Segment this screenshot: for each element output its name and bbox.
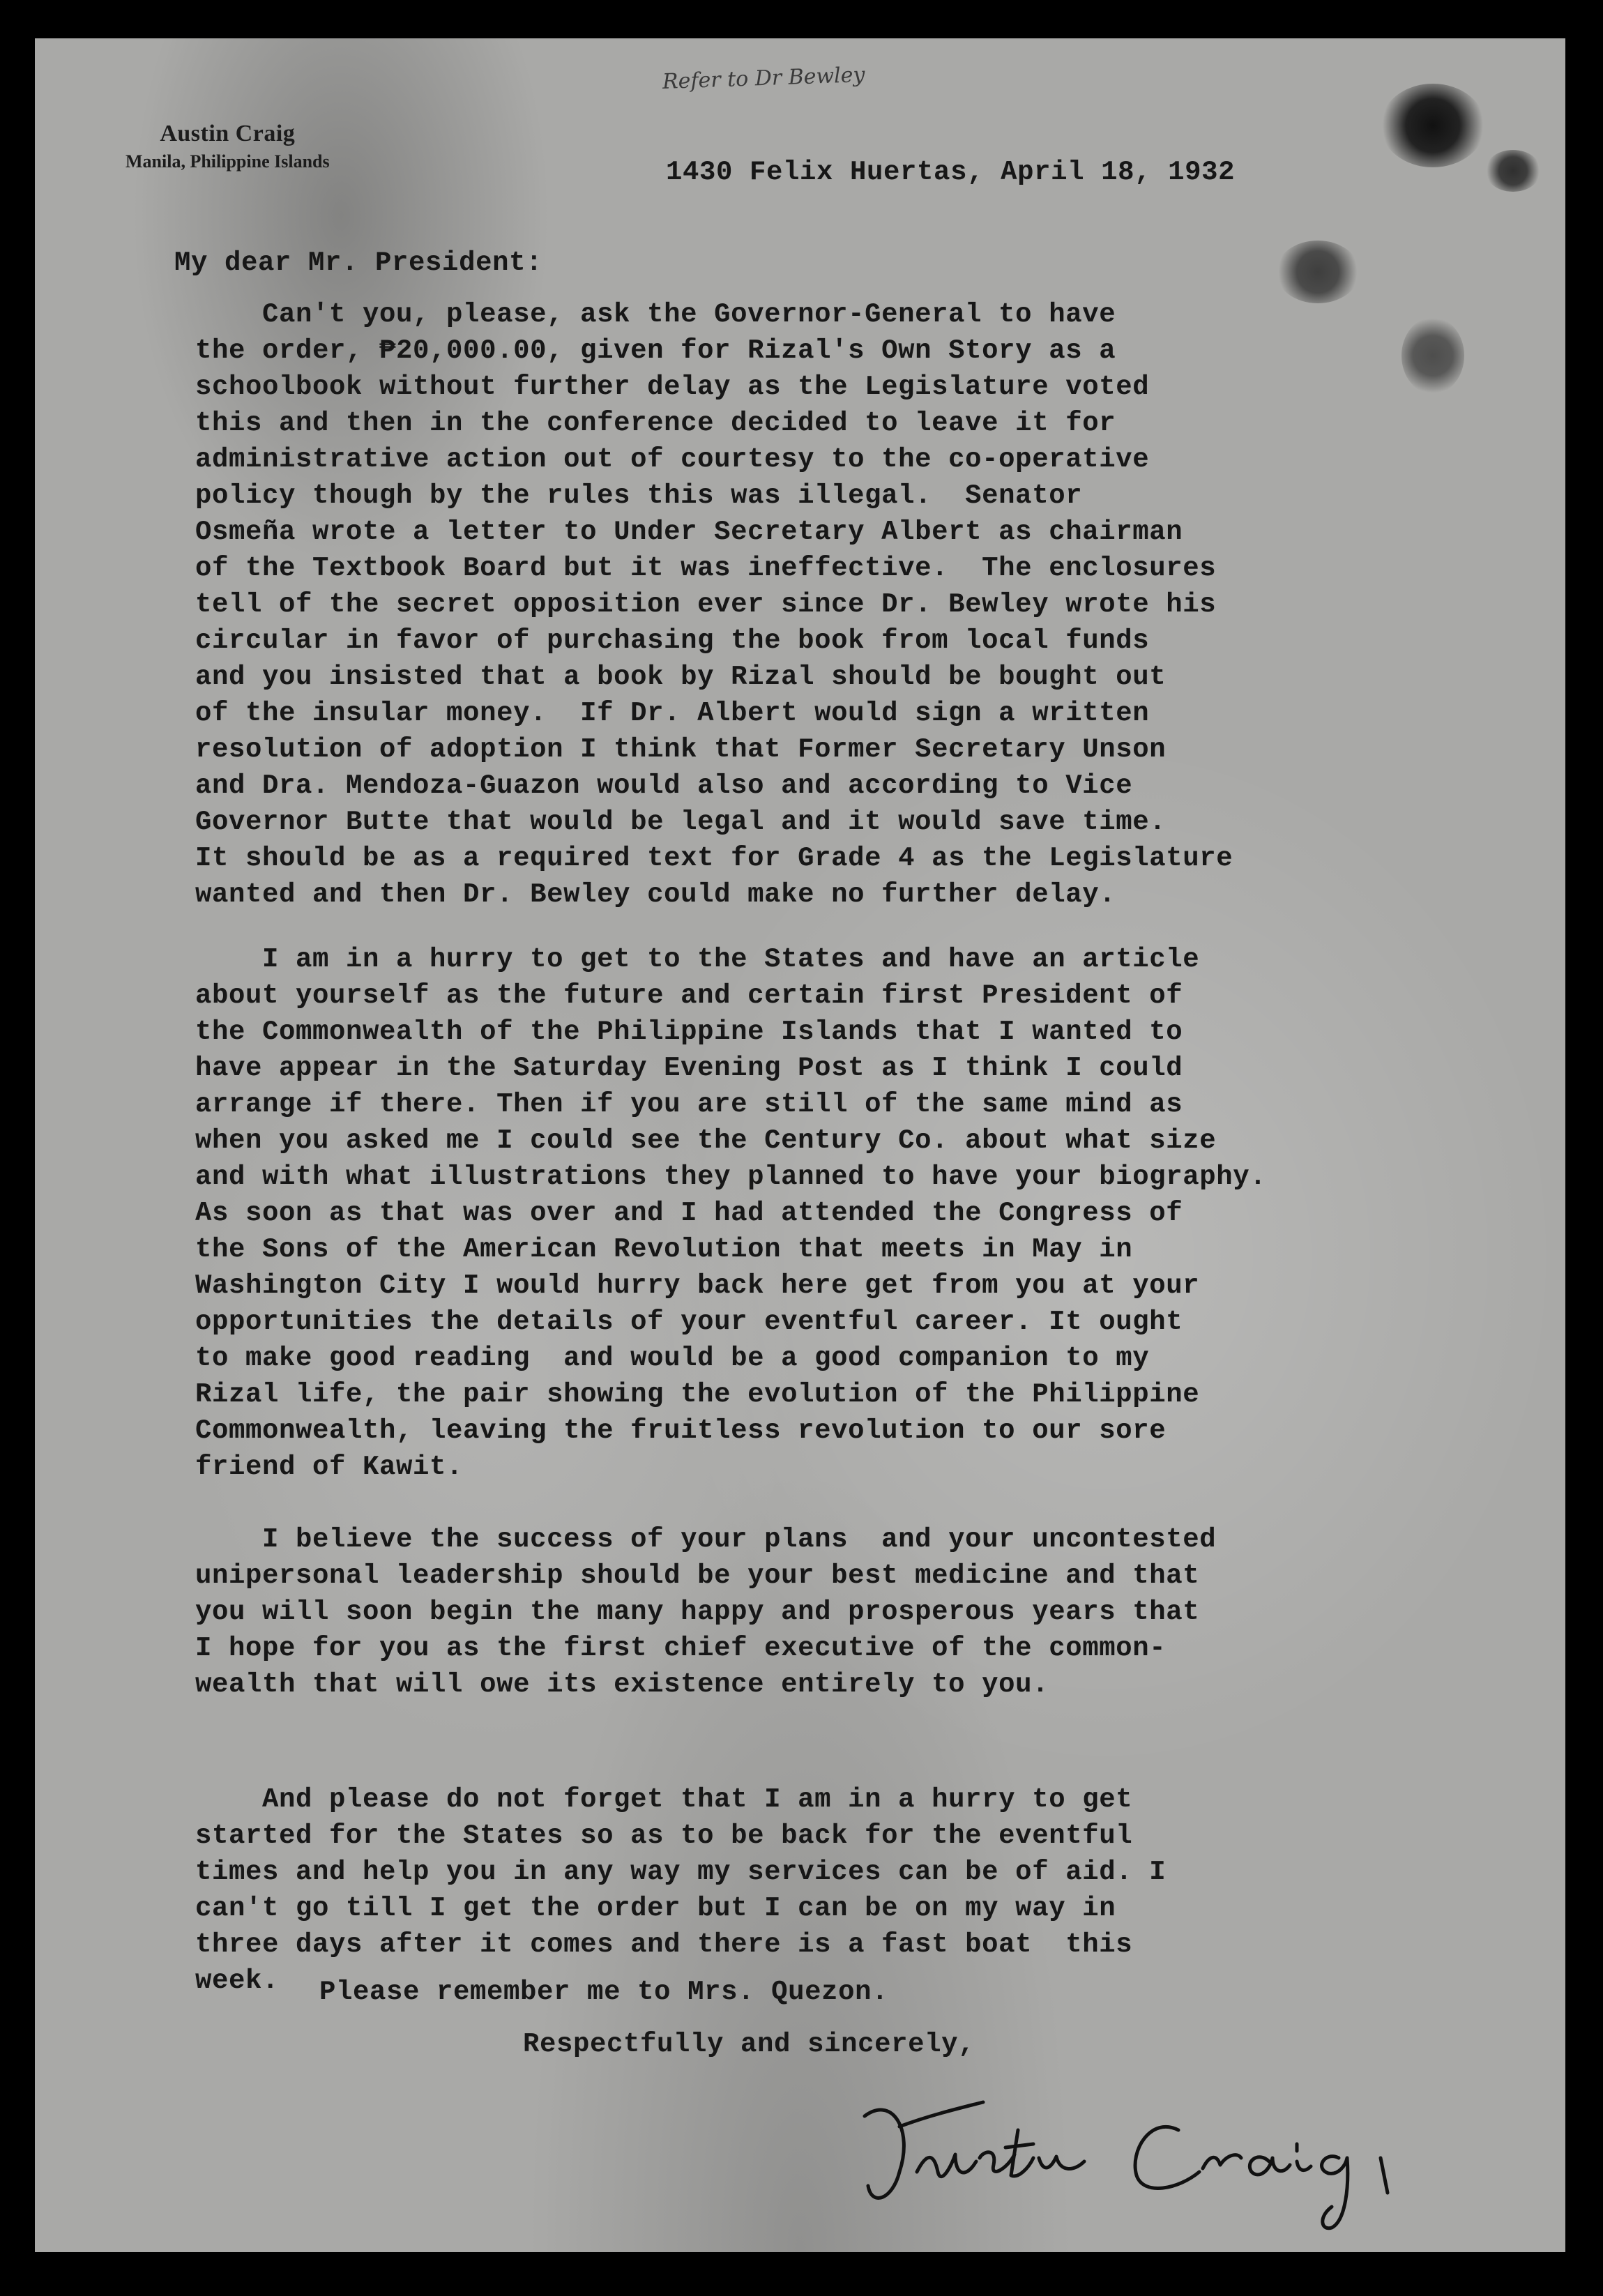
- ink-stain: [1381, 84, 1485, 167]
- text-line: I believe the success of your plans and your uncontested: [195, 1524, 1217, 1555]
- postscript: Please remember me to Mrs. Quezon.: [319, 1977, 889, 2007]
- text-line: wealth that will owe its existence entirely to you.: [195, 1669, 1049, 1700]
- text-line: and with what illustrations they planned to have your biography.: [195, 1162, 1267, 1192]
- letterhead-place: Manila, Philippine Islands: [126, 151, 330, 172]
- text-line: Washington City I would hurry back here get from you at your: [195, 1270, 1200, 1301]
- text-line: administrative action out of courtesy to the co-operative: [195, 444, 1150, 475]
- text-line: schoolbook without further delay as the Legislature voted: [195, 372, 1150, 402]
- text-line: and you insisted that a book by Rizal should be bought out: [195, 662, 1167, 692]
- text-line: when you asked me I could see the Century Co. about what size: [195, 1125, 1217, 1156]
- text-line: started for the States so as to be back for the eventful: [195, 1820, 1133, 1851]
- text-line: the Commonwealth of the Philippine Islands that I wanted to: [195, 1017, 1183, 1047]
- text-line: of the Textbook Board but it was ineffective. The enclosures: [195, 553, 1217, 584]
- text-line: resolution of adoption I think that Former Secretary Unson: [195, 734, 1167, 765]
- salutation: My dear Mr. President:: [174, 248, 543, 278]
- text-line: can't go till I get the order but I can be on my way in: [195, 1893, 1116, 1924]
- text-line: Governor Butte that would be legal and it would save time.: [195, 807, 1167, 837]
- text-line: I am in a hurry to get to the States and have an article: [195, 944, 1200, 975]
- text-line: have appear in the Saturday Evening Post as I think I could: [195, 1053, 1183, 1084]
- text-line: this and then in the conference decided to leave it for: [195, 408, 1116, 439]
- text-line: arrange if there. Then if you are still of the same mind as: [195, 1089, 1183, 1120]
- text-line: tell of the secret opposition ever since Dr. Bewley wrote his: [195, 589, 1217, 620]
- text-line: wanted and then Dr. Bewley could make no further delay.: [195, 879, 1116, 910]
- text-line: the order, ₱20,000.00, given for Rizal's Own Story as a: [195, 335, 1116, 366]
- text-line: opportunities the details of your eventful career. It ought: [195, 1307, 1183, 1337]
- text-line: three days after it comes and there is a fast boat this: [195, 1929, 1133, 1960]
- text-line: to make good reading and would be a good companion to my: [195, 1343, 1150, 1374]
- text-line: unipersonal leadership should be your best medicine and that: [195, 1560, 1200, 1591]
- text-line: about yourself as the future and certain first President of: [195, 980, 1183, 1011]
- closing: Respectfully and sincerely,: [523, 2029, 975, 2060]
- text-line: friend of Kawit.: [195, 1452, 464, 1482]
- text-line: Commonwealth, leaving the fruitless revolution to our sore: [195, 1415, 1167, 1446]
- ink-stain: [1485, 150, 1541, 192]
- text-line: Osmeña wrote a letter to Under Secretary Albert as chairman: [195, 517, 1183, 547]
- text-line: I hope for you as the first chief executive of the common-: [195, 1633, 1167, 1664]
- text-line: and Dra. Mendoza-Guazon would also and according to Vice: [195, 770, 1133, 801]
- letter-page: [35, 38, 1565, 2252]
- paragraph: [195, 1521, 1216, 1703]
- text-line: policy though by the rules this was illegal. Senator: [195, 480, 1083, 511]
- text-line: you will soon begin the many happy and prosperous years that: [195, 1597, 1200, 1627]
- text-line: Rizal life, the pair showing the evolution of the Philippine: [195, 1379, 1200, 1410]
- text-line: And please do not forget that I am in a hurry to get: [195, 1784, 1133, 1815]
- ink-stain: [1276, 241, 1360, 303]
- letterhead-name: Austin Craig: [160, 121, 296, 146]
- text-line: the Sons of the American Revolution that meets in May in: [195, 1234, 1133, 1265]
- letterhead: [126, 121, 330, 172]
- text-line: Can't you, please, ask the Governor-General to have: [195, 299, 1116, 330]
- text-line: of the insular money. If Dr. Albert would sign a written: [195, 698, 1150, 729]
- paragraph: [195, 296, 1233, 913]
- text-line: week.: [195, 1966, 280, 1996]
- ink-stain: [1401, 317, 1464, 394]
- text-line: It should be as a required text for Grade 4 as the Legislature: [195, 843, 1233, 874]
- text-line: times and help you in any way my services can be of aid. I: [195, 1857, 1167, 1887]
- text-line: circular in favor of purchasing the book from local funds: [195, 625, 1150, 656]
- dateline: 1430 Felix Huertas, April 18, 1932: [666, 157, 1236, 188]
- text-line: As soon as that was over and I had attended the Congress of: [195, 1198, 1183, 1229]
- signature: [851, 2088, 1478, 2235]
- paragraph: [195, 1781, 1166, 1999]
- paragraph: [195, 941, 1266, 1485]
- handwritten-note: Refer to Dr Bewley: [662, 62, 865, 95]
